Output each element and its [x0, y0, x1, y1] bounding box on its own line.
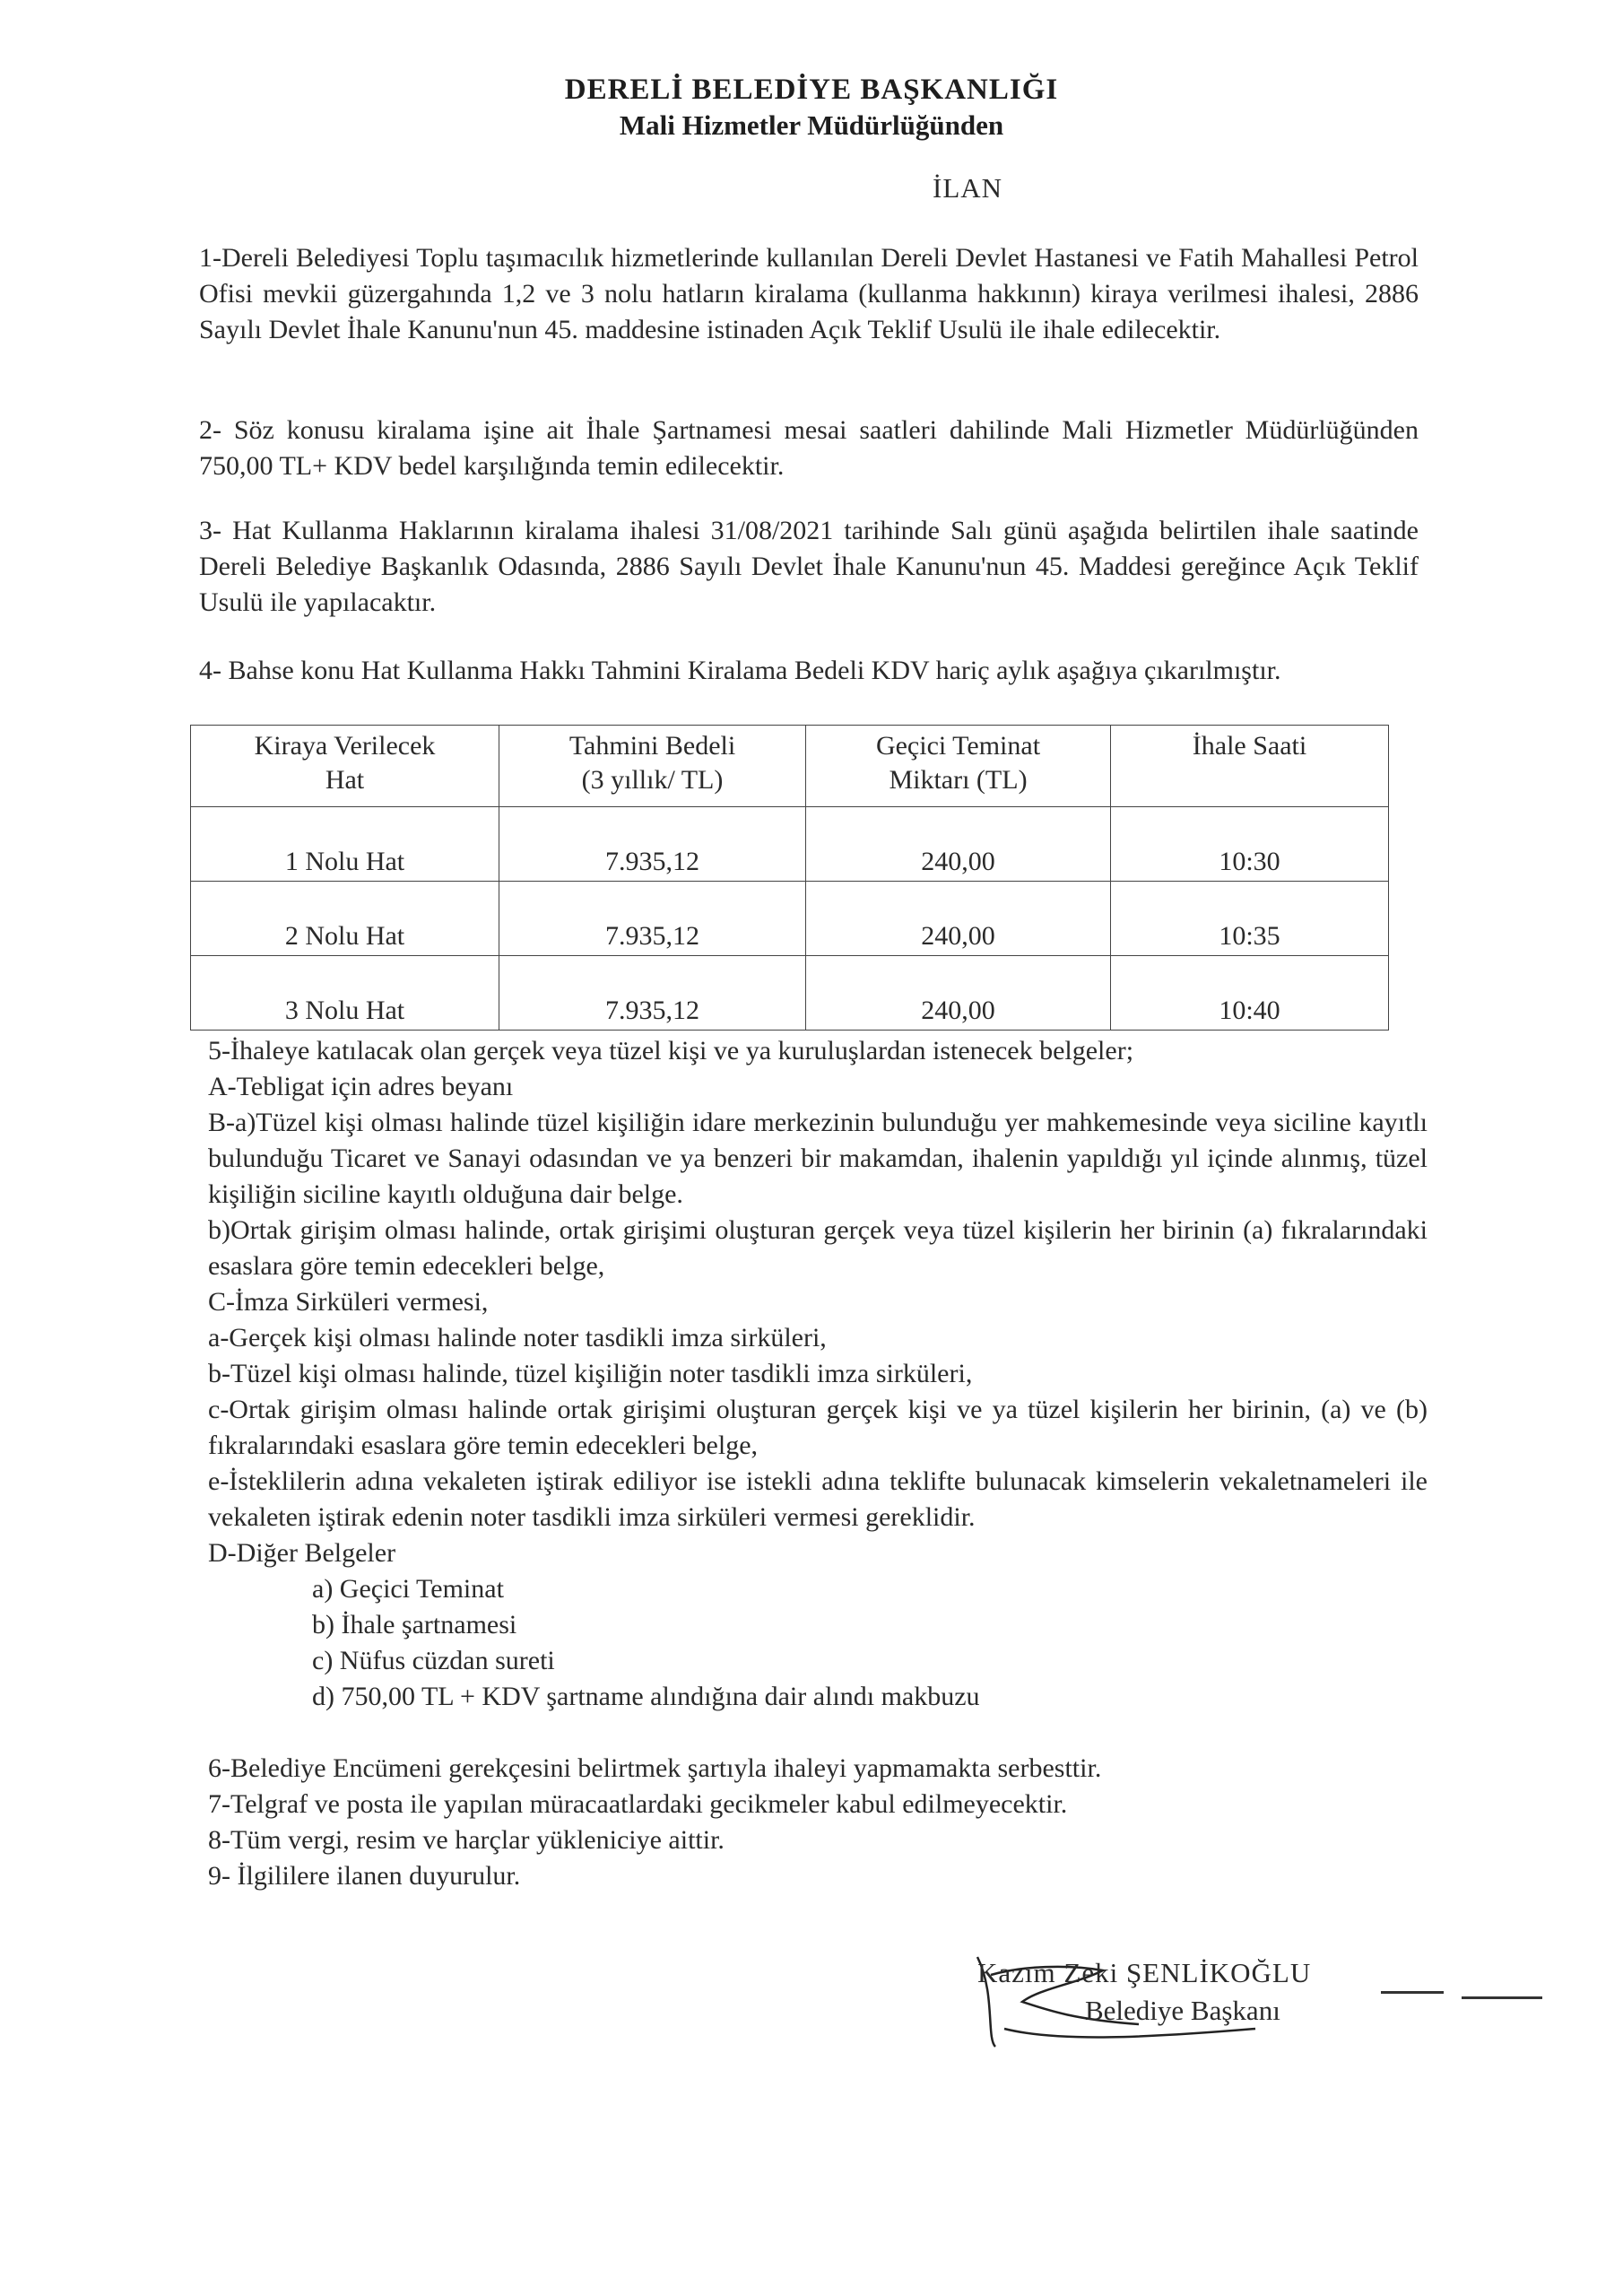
signatory-name: Kazım Zeki ŞENLİKOĞLU: [977, 1957, 1312, 1988]
header-ihale-saati: İhale Saati: [1111, 726, 1389, 807]
document-header-subtitle: Mali Hizmetler Müdürlüğünden: [619, 109, 1004, 141]
list-item: 6-Belediye Encümeni gerekçesini belirtmek şartıyla ihaleyi yapmamakta serbesttir.: [208, 1753, 1102, 1783]
header-hat: Kiraya Verilecek Hat: [191, 726, 499, 807]
list-item: e-İsteklilerin adına vekaleten iştirak ediliyor ise istekli adına teklifte bulunacak kimselerin vekaletnameleri ile vekaleten iştirak edenin noter tasdikli imza sirküleri vermesi gereklidir.: [208, 1466, 1428, 1532]
list-item: A-Tebligat için adres beyanı: [208, 1072, 514, 1101]
list-item: a-Gerçek kişi olması halinde noter tasdikli imza sirküleri,: [208, 1323, 827, 1352]
cell-hat: 2 Nolu Hat: [191, 882, 499, 956]
cell-bedel: 7.935,12: [499, 882, 806, 956]
paragraph-1: 1-Dereli Belediyesi Toplu taşımacılık hizmetlerinde kullanılan Dereli Devlet Hastanesi ve Fatih Mahallesi Petrol Ofisi mevkii güzergahında 1,2 ve 3 nolu hatların kiralama (kullanma hakkının) kiraya verilmesi ihalesi, 2886 Sayılı Devlet İhale Kanunu'nun 45. maddesine istinaden Açık Teklif Usulü ile ihale edilecektir.: [199, 243, 1419, 344]
signatory-title: Belediye Başkanı: [1085, 1995, 1280, 2026]
list-item: b) İhale şartnamesi: [312, 1610, 517, 1639]
list-item: 8-Tüm vergi, resim ve harçlar yükleniciye aittir.: [208, 1825, 725, 1855]
cell-hat: 3 Nolu Hat: [191, 956, 499, 1031]
list-item: c) Nüfus cüzdan sureti: [312, 1646, 555, 1675]
list-item: b)Ortak girişim olması halinde, ortak girişimi oluşturan gerçek veya tüzel kişilerin her birinin (a) fıkralarındaki esaslara göre temin edecekleri belge,: [208, 1215, 1428, 1281]
paragraph-2: 2- Söz konusu kiralama işine ait İhale Şartnamesi mesai saatleri dahilinde Mali Hizmetler Müdürlüğünden 750,00 TL+ KDV bedel karşılığında temin edilecektir.: [199, 415, 1419, 481]
list-item: B-a)Tüzel kişi olması halinde tüzel kişiliğin idare merkezinin bulunduğu yer mahkemesinde veya siciline kayıtlı bulunduğu Ticaret ve Sanayi odasından ve ya benzeri bir makamdan, ihalenin yapıldığı yıl içinde alınmış, tüzel kişiliğin siciline kayıtlı olduğuna dair belge.: [208, 1108, 1428, 1209]
list-item: 7-Telgraf ve posta ile yapılan müracaatlardaki gecikmeler kabul edilmeyecektir.: [208, 1789, 1068, 1819]
cell-saat: 10:30: [1111, 807, 1389, 882]
cell-teminat: 240,00: [806, 882, 1111, 956]
cell-saat: 10:40: [1111, 956, 1389, 1031]
cell-hat: 1 Nolu Hat: [191, 807, 499, 882]
list-item: D-Diğer Belgeler: [208, 1538, 396, 1568]
document-header-title: DERELİ BELEDİYE BAŞKANLIĞI: [564, 74, 1059, 106]
paragraph-3: 3- Hat Kullanma Haklarının kiralama ihalesi 31/08/2021 tarihinde Salı günü aşağıda belirtilen ihale saatinde Dereli Belediye Başkanlık Odasında, 2886 Sayılı Devlet İhale Kanunu'nun 45. Maddesi gereğince Açık Teklif Usulü ile yapılacaktır.: [199, 516, 1419, 617]
signature-dash: [1462, 1996, 1542, 1999]
list-item: 5-İhaleye katılacak olan gerçek veya tüzel kişi ve ya kuruluşlardan istenecek belgeler;: [208, 1036, 1134, 1065]
table-header-row: [191, 726, 1389, 807]
table-row: [191, 807, 1389, 882]
table-row: [191, 956, 1389, 1031]
cell-bedel: 7.935,12: [499, 956, 806, 1031]
signature-dash: [1381, 1991, 1444, 1994]
list-item: b-Tüzel kişi olması halinde, tüzel kişiliğin noter tasdikli imza sirküleri,: [208, 1359, 973, 1388]
list-item: c-Ortak girişim olması halinde ortak girişimi oluşturan gerçek kişi ve ya tüzel kişilerin her birinin, (a) ve (b) fıkralarındaki esaslara göre temin edecekleri belge,: [208, 1395, 1428, 1460]
list-item: C-İmza Sirküleri vermesi,: [208, 1287, 489, 1317]
cell-teminat: 240,00: [806, 956, 1111, 1031]
ilan-heading: İLAN: [933, 172, 1003, 204]
list-item: 9- İlgililere ilanen duyurulur.: [208, 1861, 521, 1891]
list-item: d) 750,00 TL + KDV şartname alındığına dair alındı makbuzu: [312, 1682, 980, 1711]
header-gecici-teminat: Geçici Teminat Miktarı (TL): [806, 726, 1111, 807]
cell-saat: 10:35: [1111, 882, 1389, 956]
header-tahmini-bedel: Tahmini Bedeli (3 yıllık/ TL): [499, 726, 806, 807]
paragraph-4: 4- Bahse konu Hat Kullanma Hakkı Tahmini Kiralama Bedeli KDV hariç aylık aşağıya çıkarılmıştır.: [199, 656, 1281, 685]
cell-teminat: 240,00: [806, 807, 1111, 882]
requirements-list: [208, 1033, 1428, 1894]
list-item: a) Geçici Teminat: [312, 1574, 504, 1604]
cell-bedel: 7.935,12: [499, 807, 806, 882]
table-row: [191, 882, 1389, 956]
rental-table: [190, 725, 1389, 1031]
